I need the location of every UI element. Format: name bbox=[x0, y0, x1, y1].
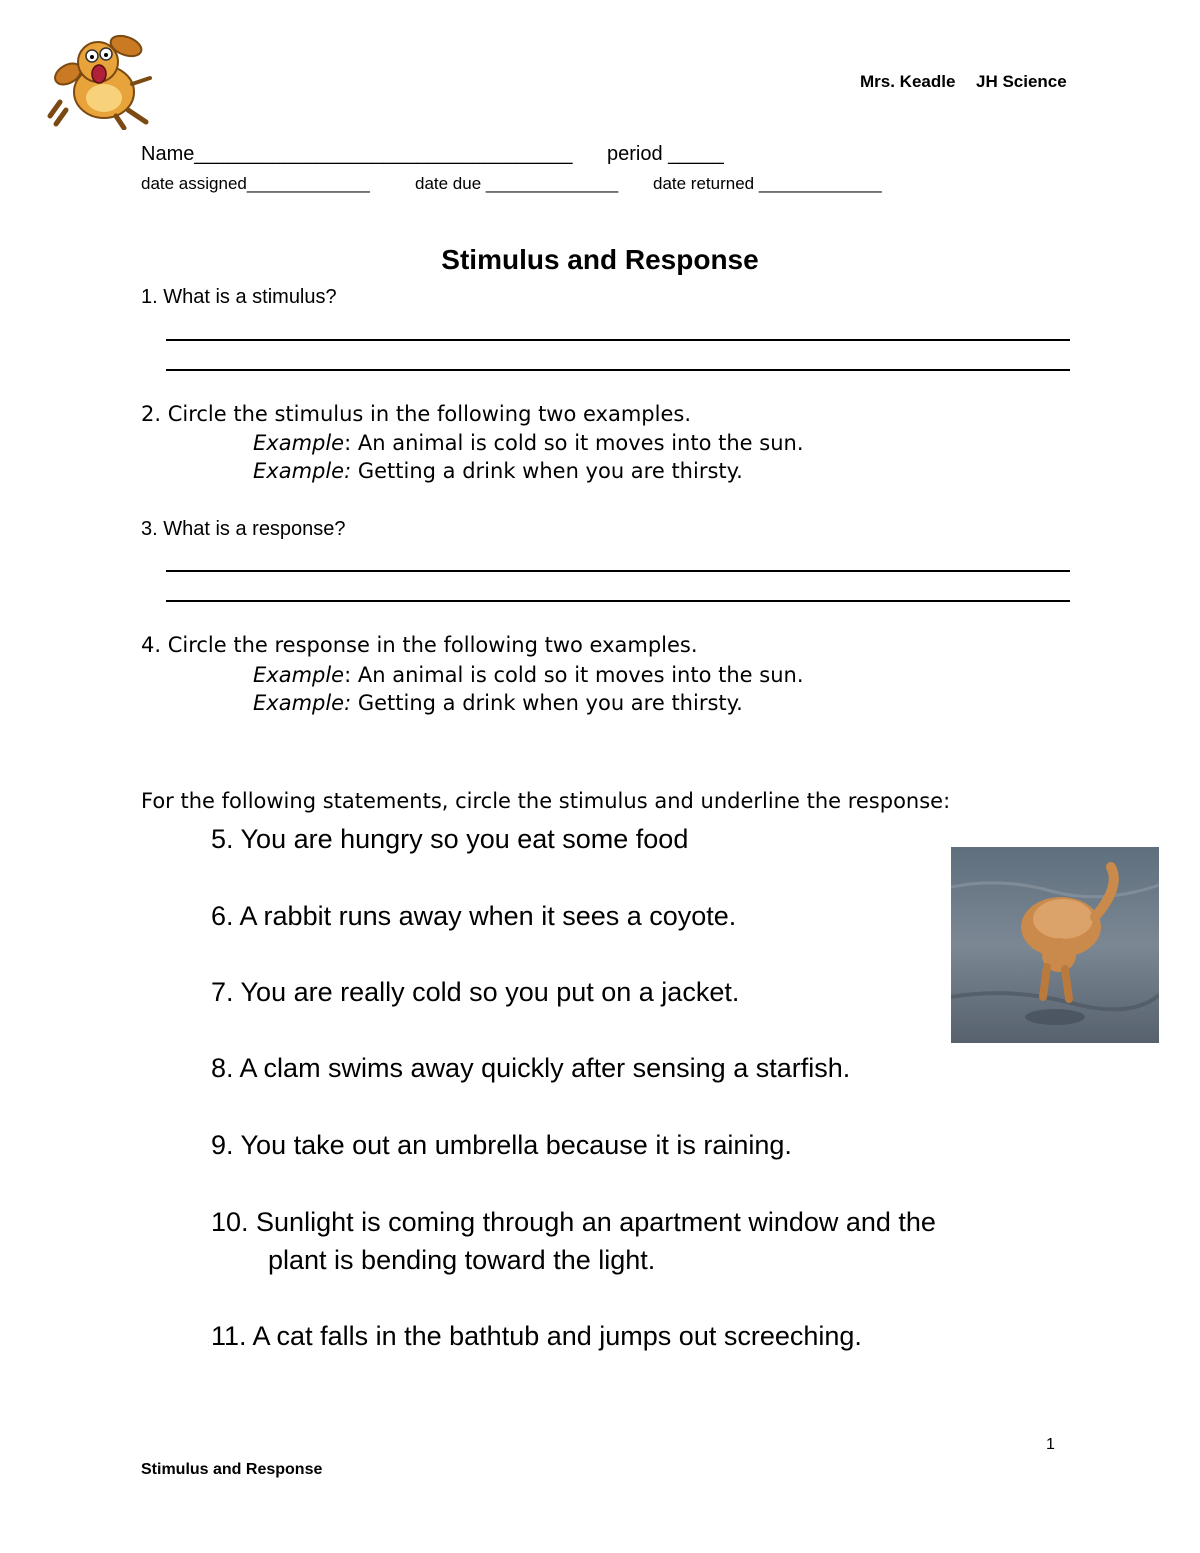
example-text: : An animal is cold so it moves into the sun. bbox=[344, 663, 804, 687]
statement-6: 6. A rabbit runs away when it sees a coyote. bbox=[211, 901, 737, 931]
example-label: Example: bbox=[253, 691, 352, 715]
answer-line bbox=[166, 369, 1070, 371]
example-text: : An animal is cold so it moves into the sun. bbox=[344, 431, 804, 455]
example-label: Example bbox=[253, 663, 345, 687]
cartoon-dog-icon bbox=[46, 26, 156, 130]
page-number: 1 bbox=[1046, 1436, 1055, 1453]
answer-line bbox=[166, 600, 1070, 602]
question-4: 4. Circle the response in the following two examples. bbox=[141, 633, 698, 657]
period-field: period _____ bbox=[607, 143, 724, 165]
example-label: Example: bbox=[253, 459, 352, 483]
name-field: Name__________________________________ bbox=[141, 143, 573, 165]
example-line bbox=[253, 663, 804, 687]
example-label: Example bbox=[253, 431, 345, 455]
statement-10: 10. Sunlight is coming through an apartment window and the bbox=[211, 1207, 936, 1237]
statement-5: 5. You are hungry so you eat some food bbox=[211, 824, 689, 854]
date-assigned-field: date assigned_____________ bbox=[141, 174, 370, 193]
answer-line bbox=[166, 570, 1070, 572]
example-text: Getting a drink when you are thirsty. bbox=[351, 459, 743, 483]
example-line bbox=[253, 691, 743, 715]
statement-8: 8. A clam swims away quickly after sensing a starfish. bbox=[211, 1053, 851, 1083]
statement-9: 9. You take out an umbrella because it is raining. bbox=[211, 1130, 792, 1160]
course-name: JH Science bbox=[976, 72, 1067, 91]
example-line bbox=[253, 431, 804, 455]
statement-10-continued: plant is bending toward the light. bbox=[268, 1245, 656, 1275]
date-returned-field: date returned _____________ bbox=[653, 174, 882, 193]
question-1: 1. What is a stimulus? bbox=[141, 286, 337, 308]
question-3: 3. What is a response? bbox=[141, 518, 346, 540]
question-2: 2. Circle the stimulus in the following two examples. bbox=[141, 402, 692, 426]
instructions: For the following statements, circle the stimulus and underline the response: bbox=[141, 789, 951, 813]
example-line bbox=[253, 459, 743, 483]
example-text: Getting a drink when you are thirsty. bbox=[351, 691, 743, 715]
statement-7: 7. You are really cold so you put on a jacket. bbox=[211, 977, 740, 1007]
statement-11: 11. A cat falls in the bathtub and jumps out screeching. bbox=[211, 1321, 862, 1351]
date-due-field: date due ______________ bbox=[415, 174, 619, 193]
teacher-name: Mrs. Keadle bbox=[860, 72, 956, 91]
footer-title: Stimulus and Response bbox=[141, 1461, 323, 1478]
cat-jumping-over-water-photo bbox=[951, 847, 1159, 1043]
answer-line bbox=[166, 339, 1070, 341]
page-title: Stimulus and Response bbox=[441, 244, 759, 275]
